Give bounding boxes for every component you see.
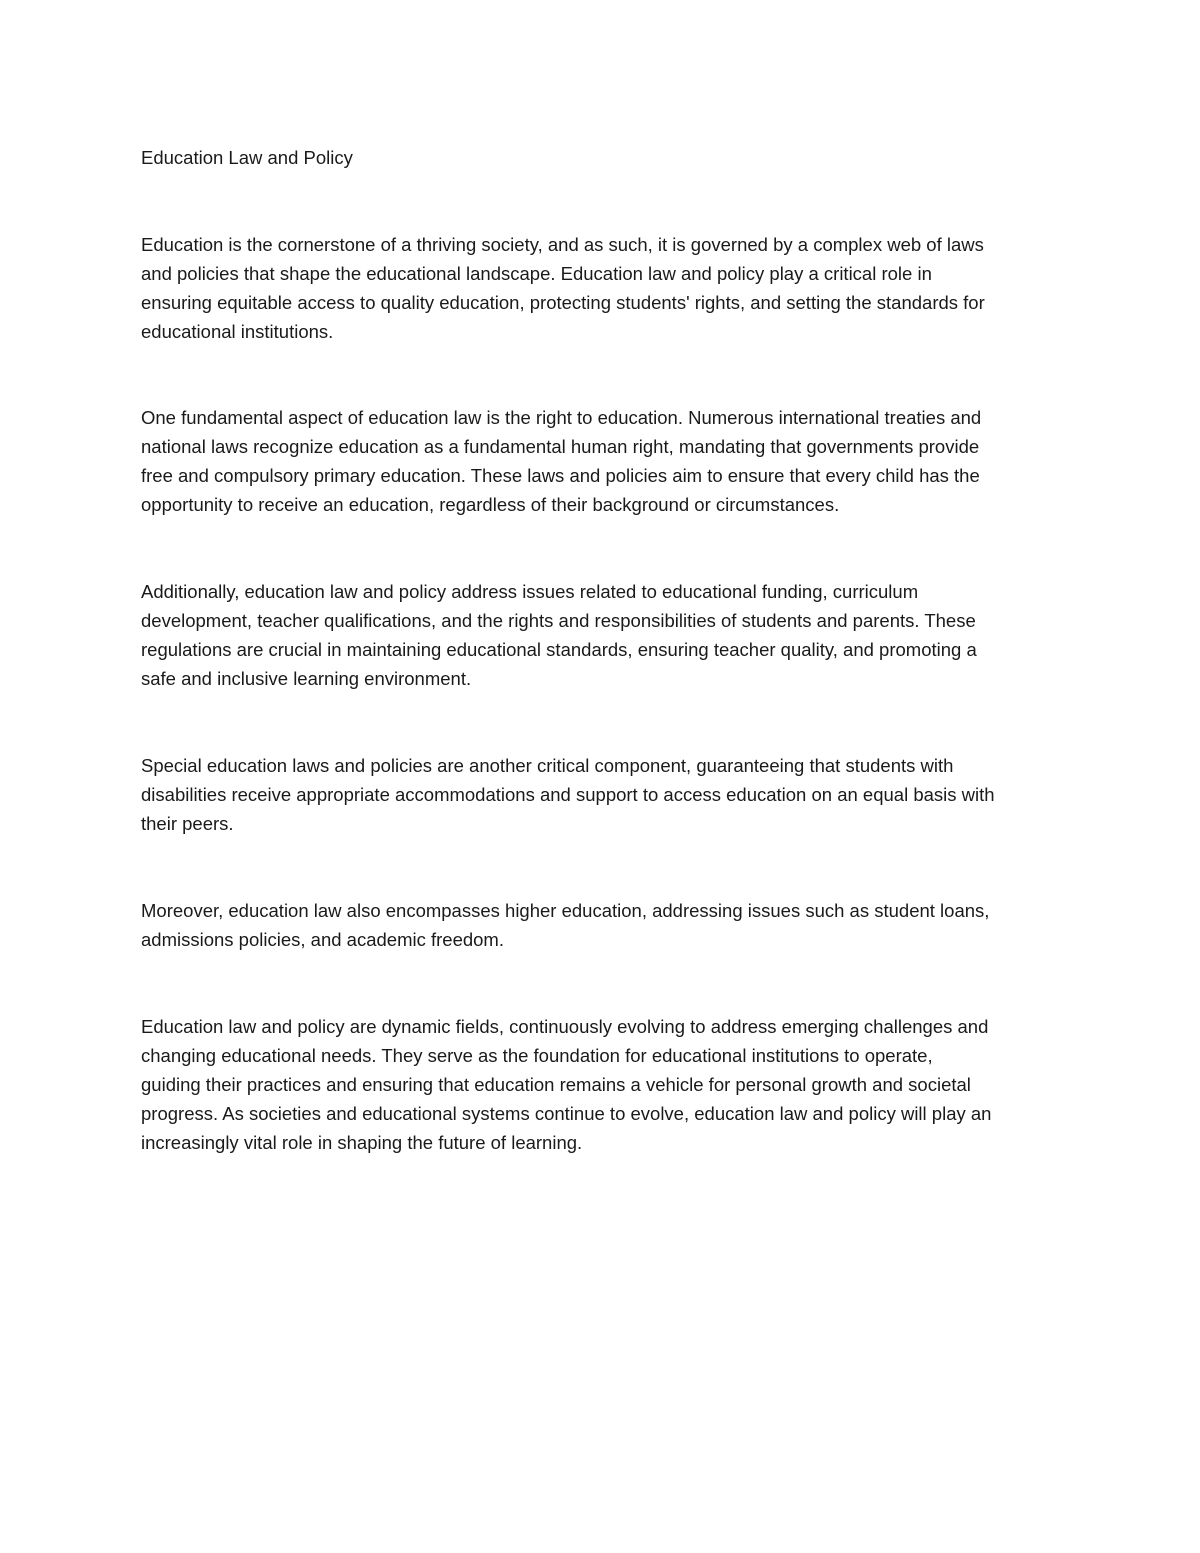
paragraph-right-to-education bbox=[141, 403, 981, 519]
paragraph-line: development, teacher qualifications, and the rights and responsibilities of students and parents. These bbox=[141, 610, 976, 631]
paragraph-line: Education is the cornerstone of a thriving society, and as such, it is governed by a complex web of laws bbox=[141, 234, 984, 255]
paragraph-line: admissions policies, and academic freedom. bbox=[141, 929, 504, 950]
paragraph-line: disabilities receive appropriate accommodations and support to access education on an equal basis with bbox=[141, 784, 995, 805]
paragraph-line: regulations are crucial in maintaining educational standards, ensuring teacher quality, and promoting a bbox=[141, 639, 977, 660]
paragraph-line: One fundamental aspect of education law is the right to education. Numerous international treaties and bbox=[141, 407, 982, 428]
paragraph-line: Additionally, education law and policy address issues related to educational funding, curriculum bbox=[141, 581, 919, 602]
paragraph-line: their peers. bbox=[141, 813, 234, 834]
paragraph-funding-curriculum bbox=[141, 577, 977, 693]
paragraph-line: progress. As societies and educational systems continue to evolve, education law and policy will play an bbox=[141, 1103, 992, 1124]
paragraph-line: Education law and policy are dynamic fields, continuously evolving to address emerging challenges and bbox=[141, 1016, 989, 1037]
paragraph-line: increasingly vital role in shaping the future of learning. bbox=[141, 1132, 583, 1153]
paragraph-line: safe and inclusive learning environment. bbox=[141, 668, 472, 689]
paragraph-line: guiding their practices and ensuring that education remains a vehicle for personal growth and societal bbox=[141, 1074, 971, 1095]
paragraph-line: opportunity to receive an education, regardless of their background or circumstances. bbox=[141, 494, 840, 515]
paragraph-line: changing educational needs. They serve as the foundation for educational institutions to operate, bbox=[141, 1045, 933, 1066]
paragraph-line: ensuring equitable access to quality education, protecting students' rights, and setting the standards for bbox=[141, 292, 985, 313]
paragraph-line: Moreover, education law also encompasses higher education, addressing issues such as student loans, bbox=[141, 900, 990, 921]
paragraph-line: and policies that shape the educational landscape. Education law and policy play a critical role in bbox=[141, 263, 932, 284]
paragraph-line: free and compulsory primary education. These laws and policies aim to ensure that every child has the bbox=[141, 465, 980, 486]
paragraph-special-education bbox=[141, 751, 995, 838]
paragraph-higher-education bbox=[141, 896, 989, 954]
paragraph-line: Special education laws and policies are another critical component, guaranteeing that students with bbox=[141, 755, 954, 776]
paragraph-conclusion bbox=[141, 1012, 991, 1157]
paragraph-introduction bbox=[141, 230, 985, 346]
document-title: Education Law and Policy bbox=[141, 147, 353, 168]
paragraph-line: national laws recognize education as a fundamental human right, mandating that governments provide bbox=[141, 436, 980, 457]
paragraph-line: educational institutions. bbox=[141, 321, 334, 342]
